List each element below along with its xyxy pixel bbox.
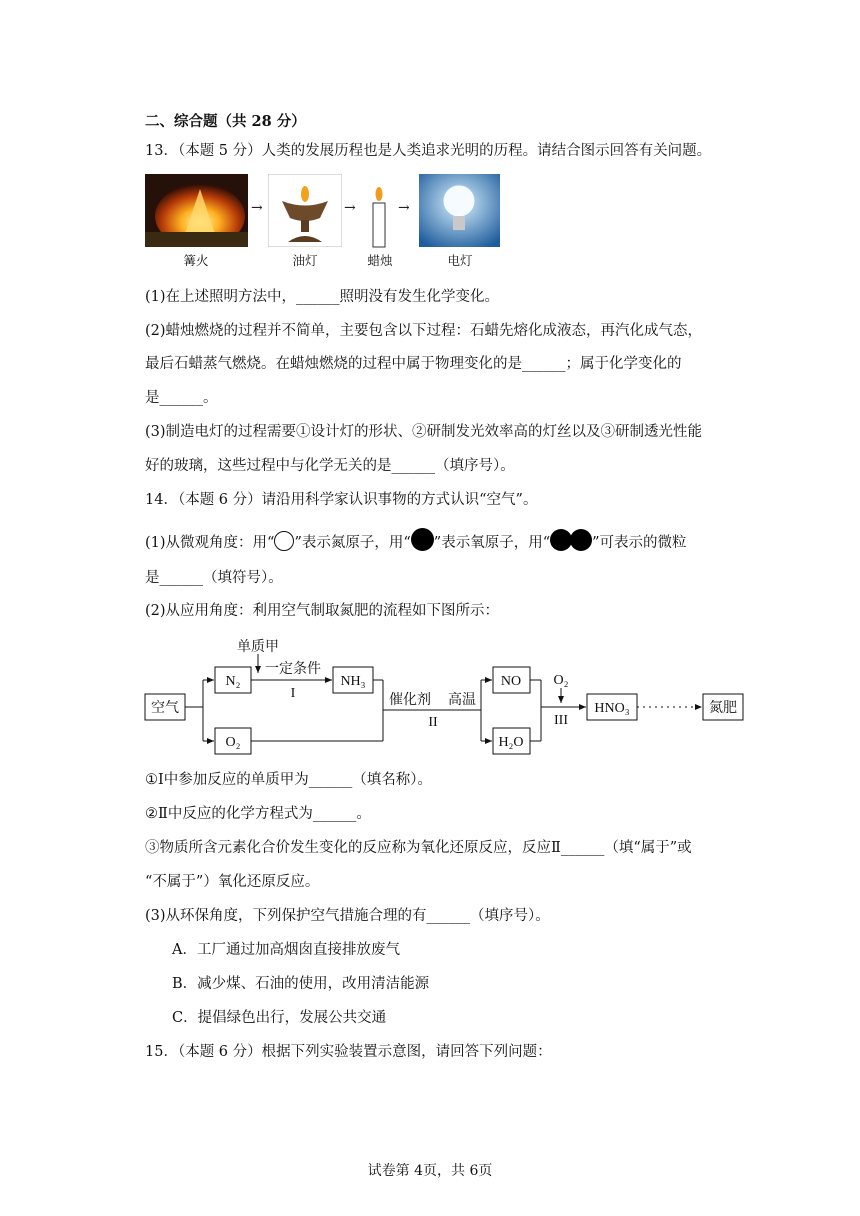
- oil-lamp-caption: 油灯: [292, 253, 318, 268]
- catalyst-label: 催化剂: [389, 693, 431, 708]
- hno3-box-label: HNO₃: [594, 701, 630, 716]
- fertilizer-box-label: 氮肥: [709, 701, 737, 716]
- n2-box-label: N₂: [225, 674, 241, 689]
- q13-part3-line2: 好的玻璃，这些过程中与化学无关的是______（填序号）。: [145, 458, 515, 474]
- q13-part3-line1: (3)制造电灯的过程需要①设计灯的形状、②研制发光效率高的灯丝以及③研制透光性能: [145, 424, 703, 440]
- q14-p1-text-b: ”表示氮原子，用“: [294, 535, 411, 551]
- option-b: B．减少煤、石油的使用，改用清洁能源: [172, 976, 430, 992]
- condition-label: 一定条件: [265, 662, 321, 677]
- q14-p1-text-a: (1)从微观角度：用“: [145, 535, 275, 551]
- q13-part1: (1)在上述照明方法中，______照明没有发生化学变化。: [145, 289, 500, 305]
- no-box-label: NO: [500, 674, 522, 689]
- q15-stem: 15．（本题 6 分）根据下列实验装置示意图，请回答下列问题：: [145, 1044, 552, 1060]
- air-box-label: 空气: [151, 701, 179, 716]
- q14-part1-line2: 是______（填符号）。: [145, 570, 283, 586]
- page-footer: 试卷第 4页，共 6页: [367, 1163, 493, 1179]
- h2o-box-label: H₂O: [498, 735, 524, 750]
- reaction-3-label: III: [554, 713, 568, 728]
- q13-part2-line1: (2)蜡烛燃烧的过程并不简单，主要包含以下过程：石蜡先熔化成液态，再汽化成气态，: [145, 323, 703, 339]
- nh3-box-label: NH₃: [340, 674, 366, 689]
- candle-caption: 蜡烛: [367, 253, 393, 268]
- q14-p1-text-d: ”可表示的微粒: [592, 535, 687, 551]
- q13-stem: 13．（本题 5 分）人类的发展历程也是人类追求光明的历程。请结合图示回答有关问题。: [145, 143, 712, 159]
- section-title: 二、综合题（共 28 分）: [145, 113, 306, 130]
- arrow-icon: →: [398, 200, 410, 216]
- option-a: A．工厂通过加高烟囱直接排放废气: [172, 942, 400, 958]
- q14-part3: (3)从环保角度，下列保护空气措施合理的有______（填序号）。: [145, 908, 550, 924]
- q14-p1-text-c: ”表示氧原子，用“: [433, 535, 551, 551]
- q13-part2-line3: 是______。: [145, 390, 218, 406]
- reaction-2-label: II: [428, 715, 438, 730]
- q14-part2: (2)从应用角度：利用空气制取氮肥的流程如下图所示：: [145, 603, 500, 619]
- option-c: C．提倡绿色出行，发展公共交通: [172, 1010, 387, 1026]
- element-a-label: 单质甲: [237, 640, 279, 655]
- bonfire-caption: 篝火: [183, 253, 209, 268]
- arrow-icon: →: [344, 200, 356, 216]
- q14-stem: 14．（本题 6 分）请沿用科学家认识事物的方式认识“空气”。: [145, 492, 538, 508]
- high-temp-label: 高温: [448, 693, 476, 708]
- q13-part2-line2: 最后石蜡蒸气燃烧。在蜡烛燃烧的过程中属于物理变化的是______；属于化学变化的: [145, 356, 682, 372]
- reaction-1-label: I: [290, 686, 296, 701]
- o2-box-label: O₂: [225, 735, 241, 750]
- q14-sub3-line1: ③物质所含元素化合价发生变化的反应称为氧化还原反应，反应Ⅱ______（填“属于”或: [145, 840, 692, 856]
- q14-sub2: ②Ⅱ中反应的化学方程式为______。: [145, 806, 371, 822]
- q14-sub3-line2: “不属于”）氧化还原反应。: [145, 874, 320, 890]
- q14-sub1: ①Ⅰ中参加反应的单质甲为______（填名称）。: [145, 772, 432, 788]
- arrow-icon: →: [251, 200, 263, 216]
- o2-input-label: O₂: [553, 673, 569, 688]
- light-bulb-caption: 电灯: [447, 253, 473, 268]
